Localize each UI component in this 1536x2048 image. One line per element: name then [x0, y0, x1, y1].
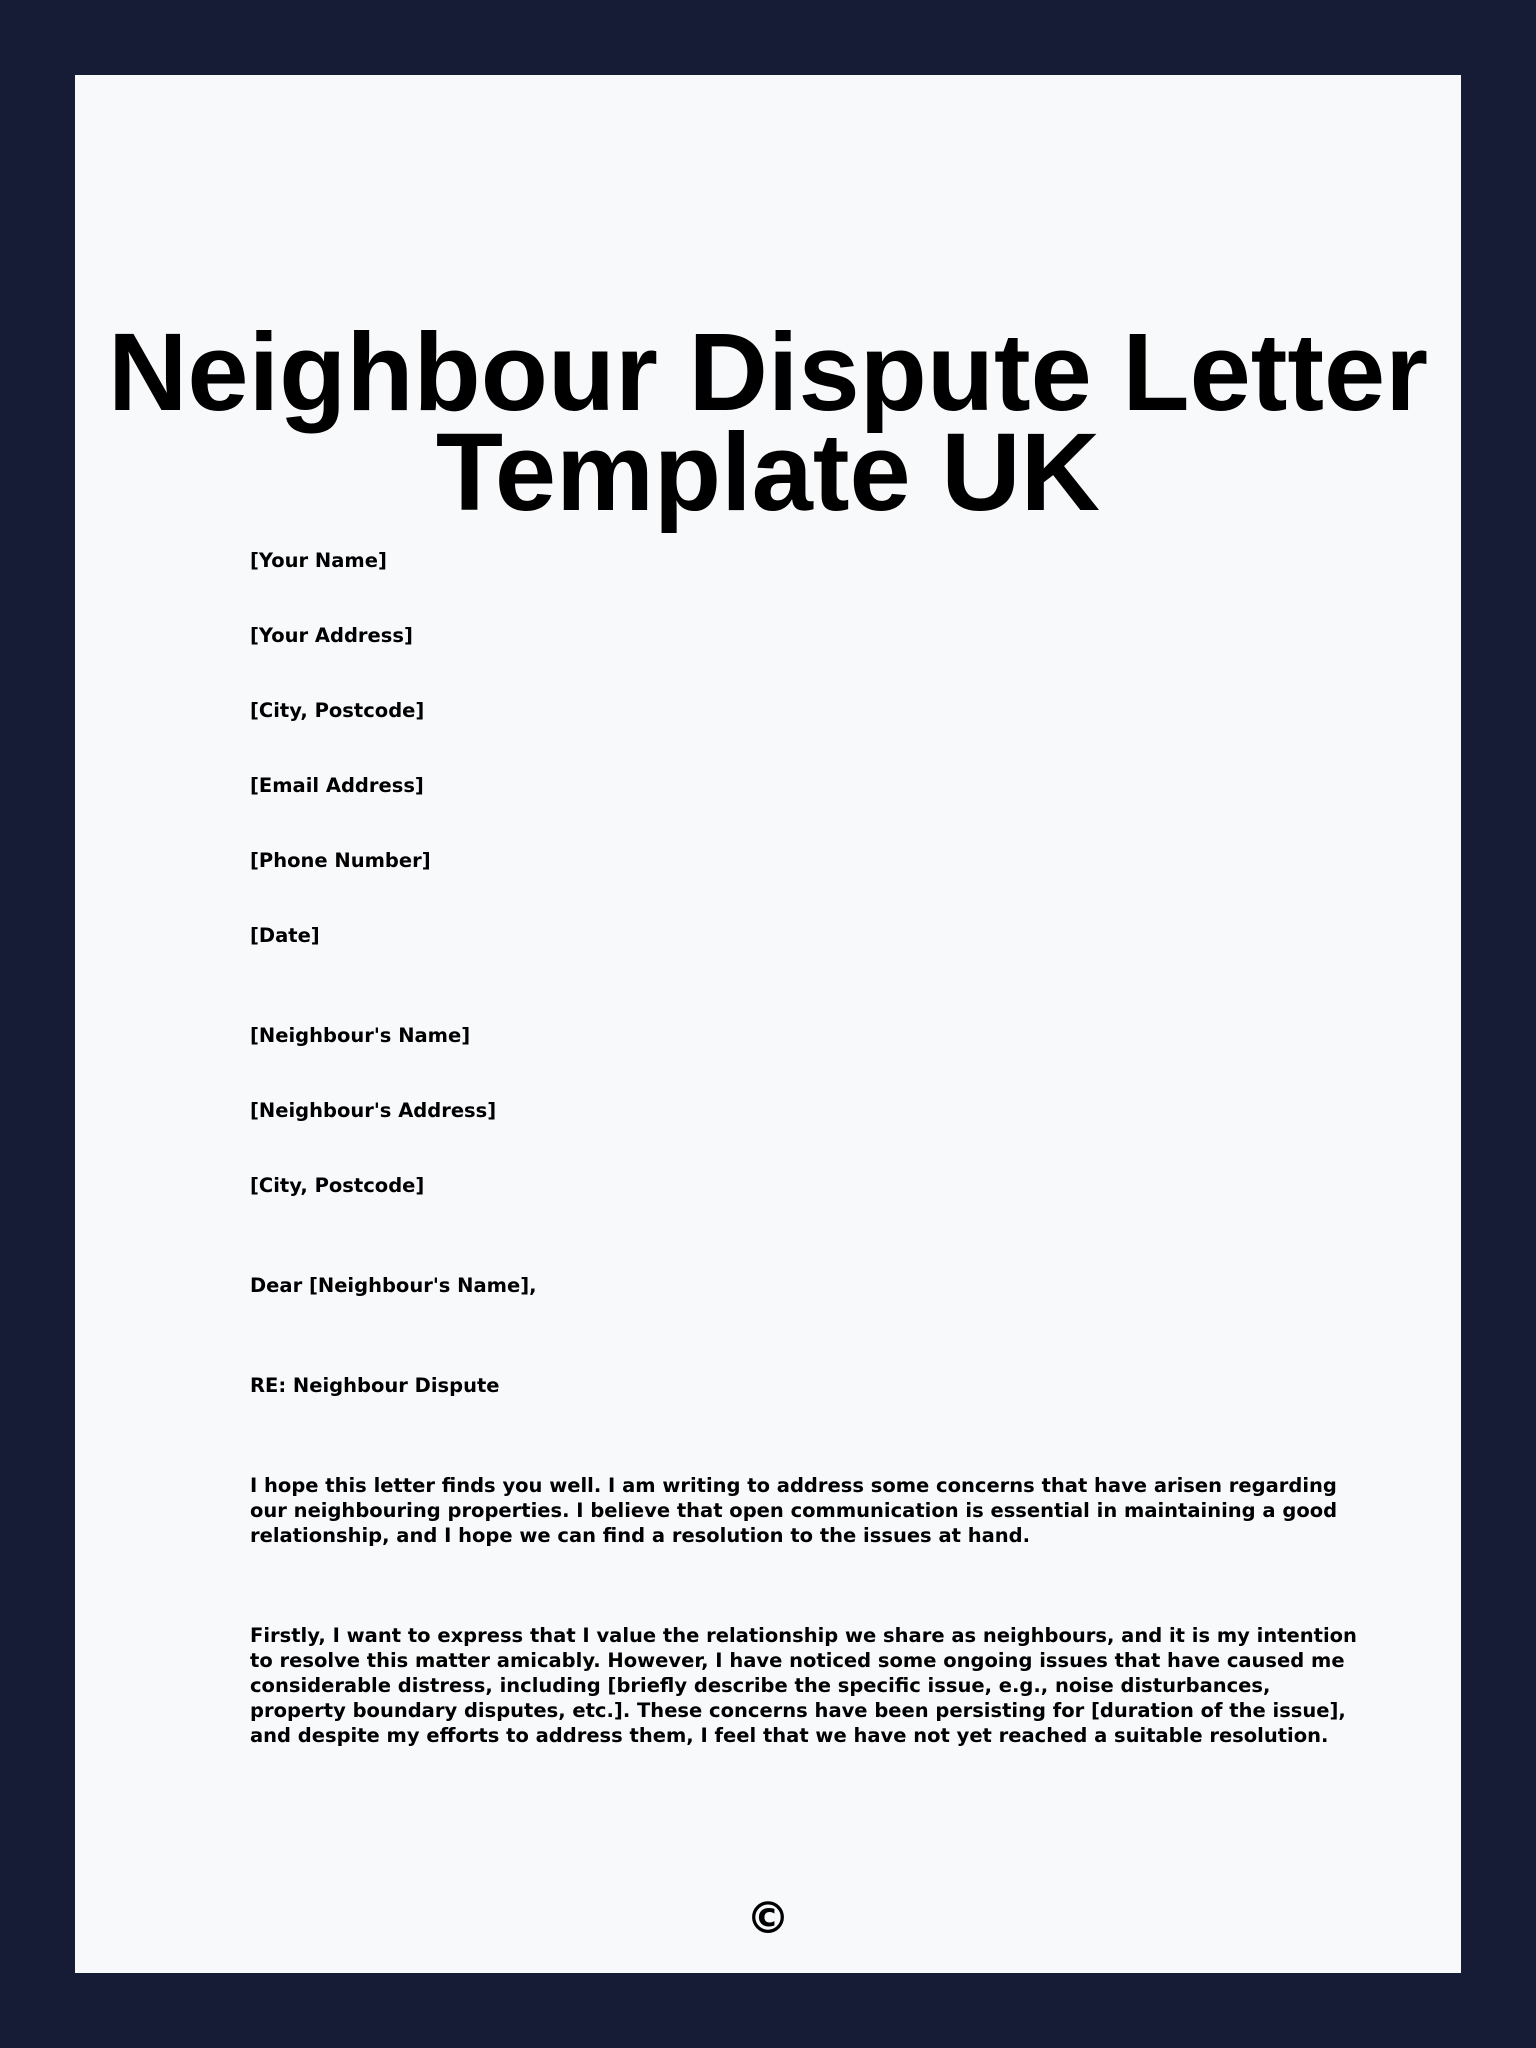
- copyright-icon: ©: [746, 1893, 790, 1944]
- sender-email: [Email Address]: [250, 774, 424, 797]
- title-line-2: Template UK: [435, 411, 1101, 534]
- title-line-1: Neighbour Dispute Letter: [107, 311, 1429, 434]
- document-page: [75, 75, 1461, 1973]
- sender-phone: [Phone Number]: [250, 849, 431, 872]
- salutation: Dear [Neighbour's Name],: [250, 1274, 537, 1297]
- sender-city-postcode: [City, Postcode]: [250, 699, 425, 722]
- sender-name: [Your Name]: [250, 549, 387, 572]
- subject-line: RE: Neighbour Dispute: [250, 1374, 500, 1397]
- recipient-city-postcode: [City, Postcode]: [250, 1174, 425, 1197]
- paragraph-2: Firstly, I want to express that I value the relationship we share as neighbours, and it is my intention to resolve this matter amicably. However, I have noticed some ongoing issues that have caused me considerable distress, including [briefly describe the specific issue, e.g., noise disturbances, property boundary disputes, etc.]. These concerns have been persisting for [duration of the issue], and despite my efforts to address them, I feel that we have not yet reached a suitable resolution.: [250, 1624, 1357, 1747]
- paragraph-1: I hope this letter finds you well. I am writing to address some concerns that have arisen regarding our neighbouring properties. I believe that open communication is essential in maintaining a good relationship, and I hope we can find a resolution to the issues at hand.: [250, 1474, 1338, 1547]
- letter-date: [Date]: [250, 924, 320, 947]
- recipient-address: [Neighbour's Address]: [250, 1099, 497, 1122]
- document-title: [75, 311, 1461, 534]
- recipient-name: [Neighbour's Name]: [250, 1024, 471, 1047]
- sender-address: [Your Address]: [250, 624, 413, 647]
